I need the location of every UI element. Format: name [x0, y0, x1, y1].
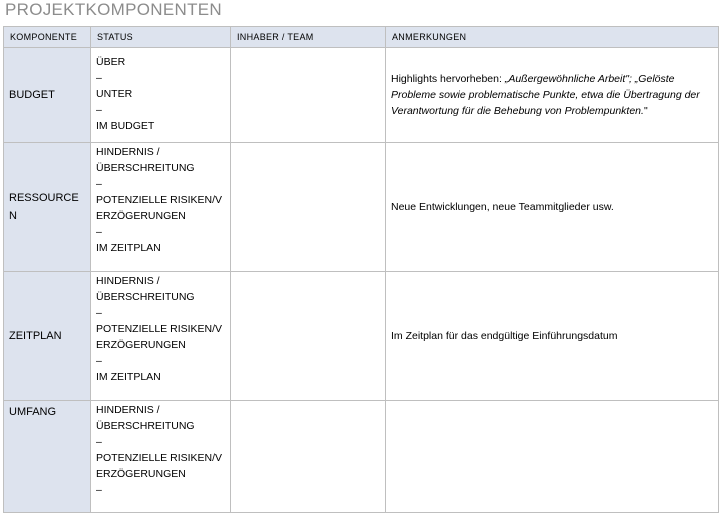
- header-inhaber-team: INHABER / TEAM: [231, 27, 386, 48]
- status-line: IM ZEITPLAN: [96, 371, 161, 383]
- status-line: –: [96, 178, 102, 190]
- owner-team-cell[interactable]: [231, 143, 386, 272]
- component-cell[interactable]: RESSOURCEN: [4, 143, 91, 272]
- status-cell[interactable]: [91, 143, 231, 272]
- owner-team-cell[interactable]: [231, 401, 386, 513]
- notes-cell[interactable]: [386, 401, 719, 513]
- table-header-row: [4, 27, 719, 48]
- notes-text-end: ": [643, 105, 648, 117]
- status-line: –: [96, 72, 102, 84]
- table-row-budget: [4, 48, 719, 143]
- status-cell[interactable]: [91, 401, 231, 513]
- status-cell[interactable]: [91, 272, 231, 401]
- status-line: IM ZEITPLAN: [96, 242, 161, 254]
- status-line: –: [96, 484, 102, 496]
- notes-italic-text: „Außergewöhnliche Arbeit"; „Gelöste Probleme sowie problematische Punkte, etwa die Übertragung der Verantwortung für die Behebung von Problempunkten.: [391, 73, 700, 117]
- status-line: –: [96, 226, 102, 238]
- component-cell[interactable]: ZEITPLAN: [4, 272, 91, 401]
- status-line: HINDERNIS / ÜBERSCHREITUNG: [96, 146, 195, 174]
- table-row-umfang: [4, 401, 719, 513]
- status-line: –: [96, 104, 102, 116]
- table-row-ressourcen: [4, 143, 719, 272]
- header-anmerkungen: ANMERKUNGEN: [386, 27, 719, 48]
- notes-cell[interactable]: Im Zeitplan für das endgültige Einführungsdatum: [386, 272, 719, 401]
- status-line: –: [96, 436, 102, 448]
- notes-cell[interactable]: Neue Entwicklungen, neue Teammitglieder usw.: [386, 143, 719, 272]
- status-line: –: [96, 307, 102, 319]
- project-components-table: [3, 26, 719, 513]
- notes-text: Highlights hervorheben:: [391, 73, 505, 85]
- status-line: IM BUDGET: [96, 120, 155, 132]
- status-line: POTENZIELLE RISIKEN/VERZÖGERUNGEN: [96, 452, 223, 480]
- header-komponente: KOMPONENTE: [4, 27, 91, 48]
- page-title: PROJEKTKOMPONENTEN: [5, 0, 222, 19]
- header-status: STATUS: [91, 27, 231, 48]
- status-line: ÜBER: [96, 56, 126, 68]
- status-cell[interactable]: [91, 48, 231, 143]
- component-cell[interactable]: UMFANG: [4, 401, 91, 513]
- status-line: UNTER: [96, 88, 133, 100]
- status-line: POTENZIELLE RISIKEN/VERZÖGERUNGEN: [96, 194, 223, 222]
- owner-team-cell[interactable]: [231, 272, 386, 401]
- status-line: –: [96, 355, 102, 367]
- status-line: POTENZIELLE RISIKEN/VERZÖGERUNGEN: [96, 323, 223, 351]
- component-cell[interactable]: BUDGET: [4, 48, 91, 143]
- status-line: HINDERNIS / ÜBERSCHREITUNG: [96, 404, 195, 432]
- table-row-zeitplan: [4, 272, 719, 401]
- owner-team-cell[interactable]: [231, 48, 386, 143]
- notes-cell[interactable]: [386, 48, 719, 143]
- status-line: HINDERNIS / ÜBERSCHREITUNG: [96, 275, 195, 303]
